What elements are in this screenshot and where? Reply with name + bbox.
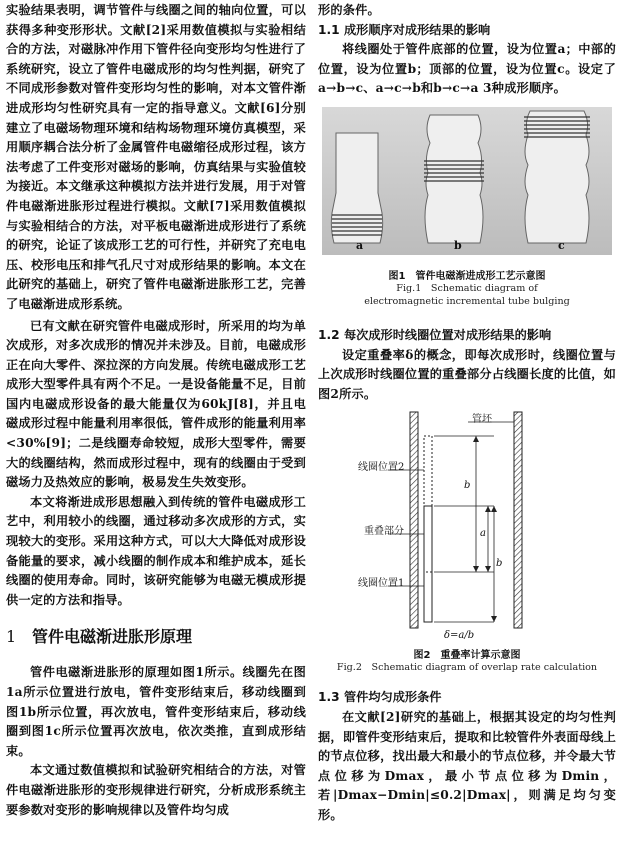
figure-1-label-c: c	[558, 238, 565, 252]
tube-wall-right	[514, 412, 522, 628]
figure-2-drawing	[318, 408, 616, 644]
paragraph-existing-research: 已有文献在研究管件电磁成形时，所采用的均为单次成形，对多次成形的情况并未涉及。目前，电磁成形正在向大零件、深拉深的方向发展。传统电磁成形工艺成形大型零件具有两个不足。一是设备能量不足，目前国内电磁成形设备的最大能量仅为60kJ[8]，并且电磁成形过程中能量利用率很低，管件成形的能量利用率<30%[9]；二是线圈寿命较短，成形大型零件，需要大的线圈结构，然而成形过程中，现有的线圈由于受到磁场力及热效应的影响，极易发生失效变形。	[6, 318, 306, 490]
figure-1-caption-zh: 图1 管件电磁渐进成形工艺示意图	[388, 270, 546, 282]
figure-1-label-b: b	[454, 238, 462, 252]
paragraph-this-paper: 本文将渐进成形思想融入到传统的管件电磁成形工艺中，利用较小的线圈，通过移动多次成形的方式，实现较大的变形。采用这种方式，可以大大降低对成形设备能量的要求，减小线圈的制作成本和维护成本，延长线圈的使用寿命。同时，该研究能够为电磁无模成形提供一定的方法和指导。	[6, 494, 306, 607]
paragraph-method: 本文通过数值模拟和试验研究相结合的方法，对管件电磁渐进胀形的变形规律进行研究，分析成形系统主要参数对变形的影响规律以及管件均匀成	[6, 763, 306, 817]
tube-b	[424, 115, 484, 243]
subsection-1-1-heading	[318, 21, 616, 41]
coil-position-1	[424, 506, 432, 622]
subsection-title: 成形顺序对成形结果的影响	[344, 22, 491, 37]
subsection-number: 1.1	[318, 22, 340, 37]
tube-wall-left	[410, 412, 418, 628]
subsection-number: 1.2	[318, 327, 340, 342]
right-column	[318, 0, 616, 826]
figure-2	[318, 408, 616, 644]
paragraph-continuation: 形的条件。	[318, 3, 380, 17]
figure-1	[318, 103, 616, 263]
section-title: 管件电磁渐进胀形原理	[32, 627, 193, 647]
paragraph-uniformity-criterion: 在文献[2]研究的基础上，根据其设定的均匀性判据，即管件变形结束后，提取和比较管件外表面母线上的节点位移，找出最大和最小的节点位移，并令最大节点位移为Dmax，最小节点位移为Dmin，若|Dmax−Dmin|≤0.2|Dmax|，则满足均匀变形。	[318, 709, 616, 822]
subsection-title: 管件均匀成形条件	[344, 690, 442, 705]
coil-position-2	[424, 436, 432, 572]
label-dimension-b-lower: b	[496, 558, 503, 570]
label-dimension-a: a	[480, 528, 486, 540]
subsection-title: 每次成形时线圈位置对成形结果的影响	[344, 327, 552, 342]
tube-c	[524, 111, 590, 243]
subsection-number: 1.3	[318, 690, 340, 705]
section-number: 1	[6, 627, 17, 647]
figure-2-caption-zh: 图2 重叠率计算示意图	[413, 650, 521, 662]
label-overlap-part: 重叠部分	[364, 526, 404, 538]
tube-a	[331, 133, 382, 243]
paragraph-intro-literature: 实验结果表明，调节管件与线圈之间的轴向位置，可以获得多种变形形状。文献[2]采用数值模拟与实验相结合的方法，对磁脉冲作用下管件径向变形均匀性进行了系统研究，设立了管件电磁成形的均匀性判据，研究了不同成形参数对管件变形均匀性的影响，对本文管件渐进成形均匀性研究具有一定的指导意义。文献[6]分别建立了电磁场物理环境和结构场物理环境仿真模型，采用顺序耦合法分析了金属管件电磁缩径成形过程，该方法考虑了工件变形对磁场的影响，仿真结果与实验值较为接近。本文继承这种模拟方法并进行发展，用于对管件电磁渐进胀形过程进行模拟。文献[7]采用数值模拟与实验相结合的方法，对平板电磁渐进成形进行了系统的研究，论证了该成形工艺的可行性，并研究了充电电压、校形电压和排气孔尺寸对成形结果的影响。本文在此研究的基础上，研究了管件电磁渐进胀形工艺，完善了电磁渐进成形系统。	[6, 3, 306, 311]
figure-2-caption-en: Fig.2 Schematic diagram of overlap rate calculation	[336, 662, 598, 674]
subsection-1-3-heading	[318, 688, 616, 708]
label-coil-position-2: 线圈位置2	[358, 462, 405, 474]
subsection-1-2-heading	[318, 326, 616, 346]
figure-1-label-a: a	[356, 238, 364, 252]
paragraph-principle: 管件电磁渐进胀形的原理如图1所示。线圈先在图1a所示位置进行放电，管件变形结束后，移动线圈到图1b所示位置，再次放电，管件变形结束后，移动线圈到图1c所示位置再次放电，依次类推，直到成形结束。	[6, 665, 306, 758]
figure-1-caption-en: Fig.1 Schematic diagram of electromagnetic incremental tube bulging	[364, 282, 570, 307]
paragraph-forming-sequence: 将线圈处于管件底部的位置，设为位置a；中部的位置，设为位置b；顶部的位置，设为位置c。设定了a→b→c、a→c→b和b→c→a 3种成形顺序。	[318, 42, 616, 96]
section-1-heading	[6, 624, 306, 647]
label-tube-blank: 管坯	[472, 414, 492, 426]
paragraph-overlap-rate: 设定重叠率δ的概念，即每次成形时，线圈位置与上次成形时线圈位置的重叠部分占线圈长度的比值，如图2所示。	[318, 347, 616, 401]
label-coil-position-1: 线圈位置1	[358, 578, 405, 590]
overlap-formula: δ=a/b	[444, 630, 475, 642]
left-column	[6, 0, 306, 820]
label-dimension-b-upper: b	[464, 480, 471, 492]
